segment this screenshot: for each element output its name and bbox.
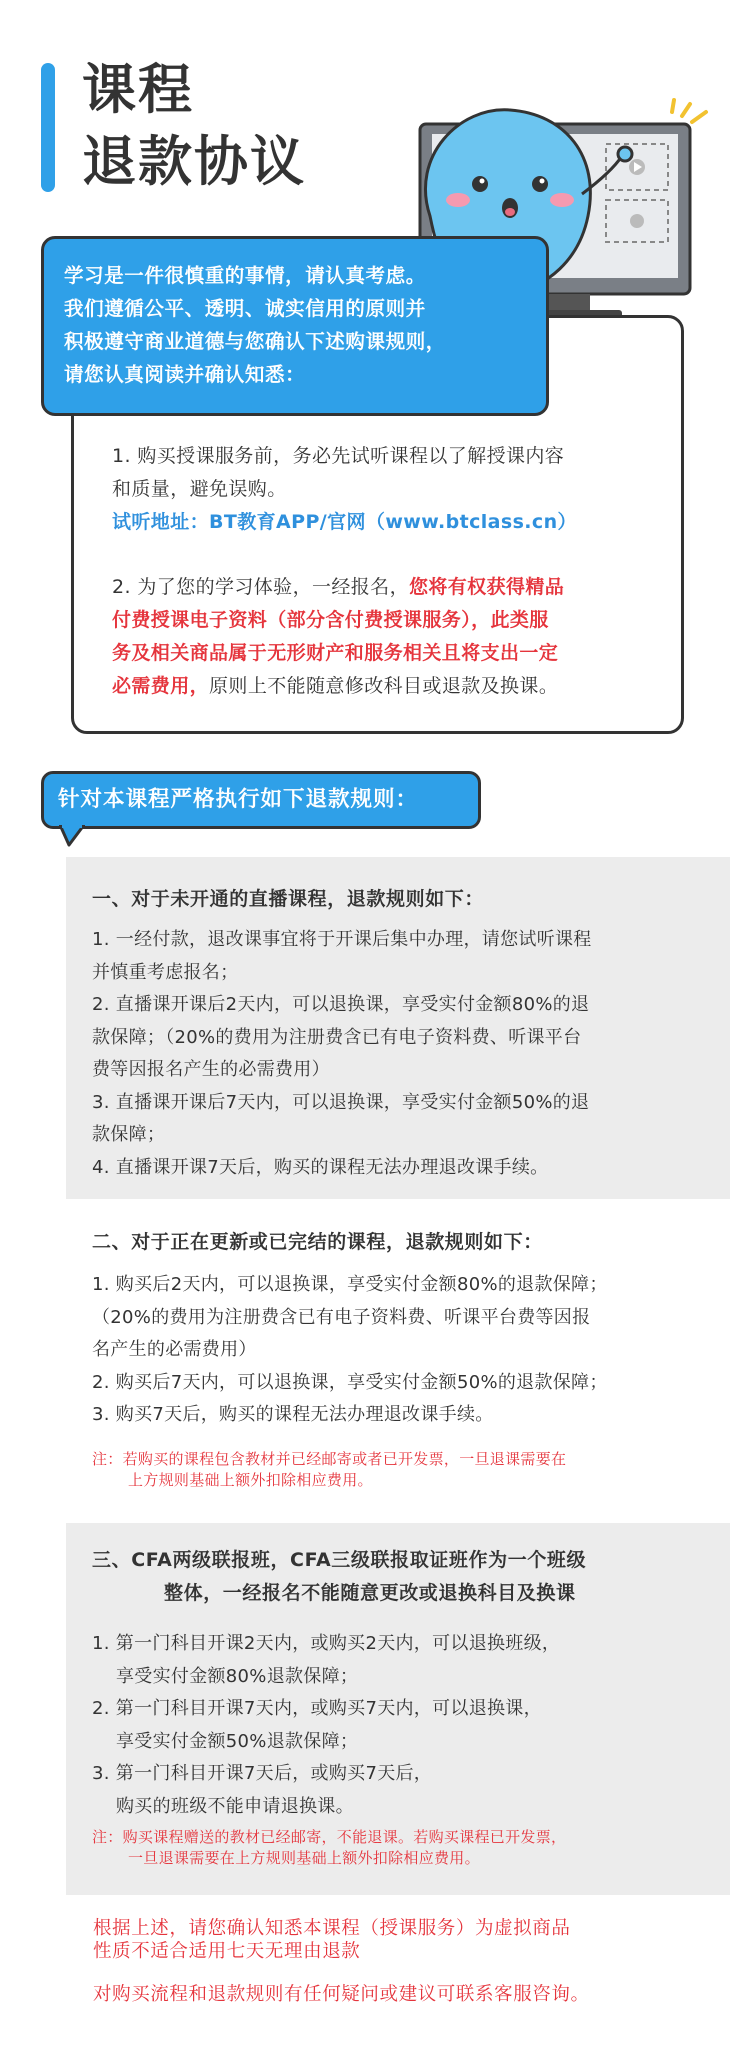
section-note xyxy=(92,1827,566,1869)
note-line: 注：购买课程赠送的教材已经邮寄，不能退课。若购买课程已开发票， xyxy=(92,1828,567,1846)
note-line: 注：若购买的课程包含教材并已经邮寄或者已开发票，一旦退课需要在 xyxy=(92,1450,567,1468)
section-title: 二、对于正在更新或已完结的课程，退款规则如下： xyxy=(92,1231,543,1253)
rule-line: 享受实付金额80%退款保障； xyxy=(116,1665,359,1687)
page-title-line1: 课程 xyxy=(82,58,194,121)
intro-points xyxy=(112,440,672,703)
rule-line: 2. 购买后7天内，可以退换课，享受实付金额50%的退款保障； xyxy=(92,1371,608,1393)
intro-bubble-line: 请您认真阅读并确认知悉： xyxy=(64,363,306,386)
note-line: 一旦退课需要在上方规则基础上额外扣除相应费用。 xyxy=(128,1849,480,1867)
point2-suffix: 原则上不能随意修改科目或退款及换课。 xyxy=(209,675,559,697)
intro-speech-bubble xyxy=(41,236,549,416)
point1-line: 1. 购买授课服务前，务必先试听课程以了解授课内容 xyxy=(112,445,565,467)
point2-highlight: 您将有权获得精品 xyxy=(408,576,565,598)
intro-bubble-line: 学习是一件很慎重的事情，请认真考虑。 xyxy=(64,264,426,287)
trial-address-link[interactable]: 试听地址：BT教育APP/官网（www.btclass.cn） xyxy=(112,511,577,533)
section-cfa-bundle xyxy=(66,1523,730,1895)
section-live-courses xyxy=(66,857,730,1199)
title-accent-bar xyxy=(41,63,55,192)
rule-line: 1. 第一门科目开课2天内，或购买2天内，可以退换班级， xyxy=(92,1633,561,1654)
intro-bubble-line: 我们遵循公平、透明、诚实信用的原则并 xyxy=(64,297,426,320)
intro-bubble-line: 积极遵守商业道德与您确认下述购课规则， xyxy=(64,330,446,353)
section-title: 三、CFA两级联报班，CFA三级联报取证班作为一个班级 xyxy=(92,1549,587,1571)
rule-line: 费等因报名产生的必需费用） xyxy=(92,1059,330,1080)
section-note xyxy=(92,1449,566,1491)
footer-notice xyxy=(93,1917,713,2006)
point2-highlight: 必需费用， xyxy=(112,675,210,697)
footer-line: 根据上述，请您确认知悉本课程（授课服务）为虚拟商品 xyxy=(93,1918,571,1939)
point2-prefix: 2. 为了您的学习体验，一经报名， xyxy=(112,576,409,598)
rule-line: 3. 第一门科目开课7天后，或购买7天后， xyxy=(92,1763,433,1784)
section-rules xyxy=(92,1269,720,1432)
rule-line: 2. 直播课开课后2天内，可以退换课，享受实付金额80%的退 xyxy=(92,994,590,1015)
page-title-line2: 退款协议 xyxy=(82,130,306,193)
rules-heading-bubble: 针对本课程严格执行如下退款规则： xyxy=(41,771,481,829)
rule-line: 3. 购买7天后，购买的课程无法办理退改课手续。 xyxy=(92,1404,494,1425)
section-title: 一、对于未开通的直播课程，退款规则如下： xyxy=(92,888,485,910)
rule-line: 3. 直播课开课后7天内，可以退换课，享受实付金额50%的退 xyxy=(92,1091,590,1113)
rule-line: 1. 购买后2天内，可以退换课，享受实付金额80%的退款保障； xyxy=(92,1274,608,1295)
section-rules xyxy=(92,924,720,1184)
rule-line: 款保障；（20%的费用为注册费含已有电子资料费、听课平台 xyxy=(92,1026,582,1048)
rule-line: 款保障； xyxy=(92,1124,166,1145)
bubble-tail xyxy=(59,825,85,847)
rule-line: 名产生的必需费用） xyxy=(92,1339,257,1360)
section-title: 整体，一经报名不能随意更改或退换科目及换课 xyxy=(164,1582,576,1604)
point1-line: 和质量，避免误购。 xyxy=(112,478,287,500)
rule-line: 2. 第一门科目开课7天内，或购买7天内，可以退换课， xyxy=(92,1698,542,1719)
footer-line: 性质不适合适用七天无理由退款 xyxy=(93,1941,361,1962)
rule-line: （20%的费用为注册费含已有电子资料费、听课平台费等因报 xyxy=(92,1306,591,1328)
section-rules xyxy=(92,1628,720,1823)
section-recorded-courses xyxy=(66,1199,730,1523)
rule-line: 并慎重考虑报名； xyxy=(92,961,239,983)
rule-line: 享受实付金额50%退款保障； xyxy=(116,1730,359,1752)
rule-line: 1. 一经付款，退改课事宜将于开课后集中办理，请您试听课程 xyxy=(92,929,592,950)
point2-highlight: 务及相关商品属于无形财产和服务相关且将支出一定 xyxy=(112,642,559,664)
rule-line: 4. 直播课开课7天后，购买的课程无法办理退改课手续。 xyxy=(92,1156,549,1178)
point2-highlight: 付费授课电子资料（部分含付费授课服务），此类服 xyxy=(112,609,549,631)
footer-contact-line: 对购买流程和退款规则有任何疑问或建议可联系客服咨询。 xyxy=(93,1984,590,2005)
rule-line: 购买的班级不能申请退换课。 xyxy=(116,1795,354,1817)
note-line: 上方规则基础上额外扣除相应费用。 xyxy=(128,1471,373,1489)
